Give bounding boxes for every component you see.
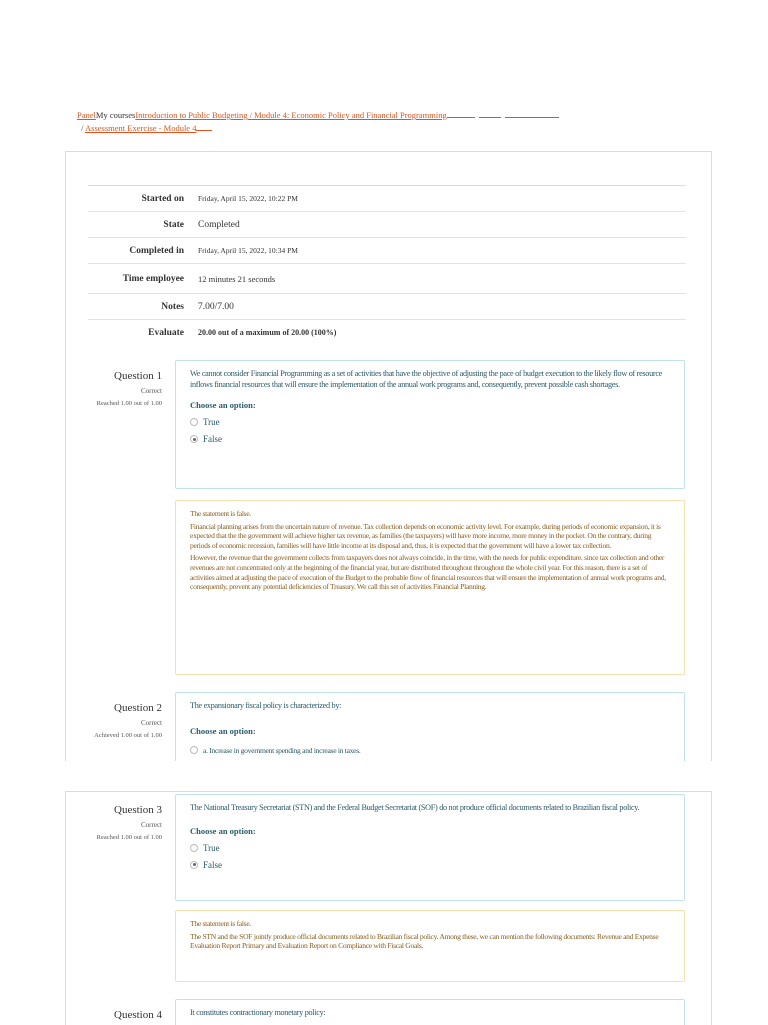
question-3-info (66, 804, 162, 841)
quiz-review-panel-continued (65, 791, 712, 1025)
breadcrumb-underline (505, 109, 559, 118)
started-value: Friday, April 15, 2022, 10:22 PM (198, 194, 298, 203)
radio-selected-icon[interactable] (190, 435, 198, 443)
quiz-review-panel (65, 151, 712, 762)
question-number: Question 3 (114, 804, 162, 816)
question-text: The National Treasury Secretariat (STN) and the Federal Budget Secretariat (SOF) do not produce official documents related to Brazilian fiscal policy. (190, 803, 640, 812)
radio-icon[interactable] (190, 418, 198, 426)
question-4-box (175, 999, 685, 1025)
notes-value: 7.00/7.00 (198, 301, 234, 312)
time-label: Time employee (122, 273, 184, 284)
question-number: Question 4 (114, 1009, 162, 1021)
option-label: False (203, 859, 222, 870)
question-status: Correct (141, 387, 162, 395)
option-false[interactable] (190, 434, 670, 444)
feedback-paragraph: The STN and the SOF jointly produce official documents related to Brazilian fiscal policy. Among these, we can mention the following documents: Revenue and Expense Evaluation Report Primary and Evaluation Report on Compliance with Fiscal Goals. (190, 931, 659, 951)
started-label: Started on (141, 193, 184, 204)
choose-option-label: Choose an option: (190, 725, 256, 736)
state-value: Completed (198, 219, 240, 230)
question-3-box (175, 794, 685, 901)
option-false[interactable] (190, 860, 670, 870)
radio-icon[interactable] (190, 746, 198, 754)
page-break (0, 761, 768, 791)
question-status: Correct (141, 821, 162, 829)
question-3-feedback (175, 910, 685, 982)
radio-selected-icon[interactable] (190, 861, 198, 869)
question-text: The expansionary fiscal policy is characterized by: (190, 701, 342, 710)
state-label: State (163, 219, 184, 230)
feedback-title: The statement is false. (190, 919, 251, 928)
choose-option-label: Choose an option: (190, 825, 256, 836)
evaluate-label: Evaluate (148, 327, 184, 338)
question-1-feedback (175, 500, 685, 675)
option-label: True (203, 417, 220, 428)
question-number: Question 1 (114, 370, 162, 382)
evaluate-value: 20.00 out of a maximum of 20.00 (100%) (198, 328, 337, 337)
radio-icon[interactable] (190, 844, 198, 852)
breadcrumb-my-courses[interactable]: My courses (95, 110, 136, 120)
option-label: False (203, 434, 222, 445)
completed-value: Friday, April 15, 2022, 10:34 PM (198, 246, 298, 255)
question-text: We cannot consider Financial Programming as a set of activities that have the objective of adjusting the pace of budget execution to the likely flow of resource inflows financial resources that will ensure the implementation of the annual work programs and, consequently, prevent possible cash shortages. (190, 369, 662, 389)
option-a[interactable] (190, 746, 670, 755)
option-label: True (203, 842, 220, 853)
question-number: Question 2 (114, 702, 162, 714)
breadcrumb-course-link[interactable]: Introduction to Public Budgeting / Module 4: Economic Policy and Financial Programming (135, 110, 447, 120)
feedback-title: The statement is false. (190, 509, 251, 518)
question-status: Correct (141, 719, 162, 727)
option-true[interactable] (190, 417, 670, 427)
question-1-info (66, 370, 162, 407)
feedback-paragraph: Financial planning arises from the uncertain nature of revenue. Tax collection depends on economic activity level. For example, during periods of economic expansion, it is expected that the the government will achieve higher tax revenue, as families (the taxpayers) will have more income, more money in the pocket. On the contrary, during periods of economic recession, families will have little income at its disposal and, thus, it is expected that the government will have a lower tax collection. (190, 521, 661, 550)
breadcrumb-underline (479, 109, 501, 118)
breadcrumb-panel-link[interactable]: Panel (77, 110, 96, 120)
option-true[interactable] (190, 843, 670, 853)
breadcrumb (77, 109, 559, 135)
question-mark: Reached 1.00 out of 1.00 (96, 834, 162, 841)
question-mark: Reached 1.00 out of 1.00 (96, 400, 162, 407)
question-1-box (175, 360, 685, 489)
breadcrumb-quiz-link[interactable]: Assessment Exercise - Module 4 (85, 123, 197, 133)
breadcrumb-separator: / (81, 123, 84, 133)
completed-label: Completed in (129, 245, 184, 256)
breadcrumb-underline (447, 109, 475, 118)
question-2-box (175, 692, 685, 762)
breadcrumb-underline (196, 122, 212, 131)
question-2-info (66, 702, 162, 739)
time-value: 12 minutes 21 seconds (198, 273, 276, 284)
notes-label: Notes (161, 301, 184, 312)
question-text: It constitutes contractionary monetary policy: (190, 1008, 326, 1017)
option-label: a. Increase in government spending and increase in taxes. (203, 745, 361, 755)
feedback-paragraph: However, the revenue that the government collects from taxpayers does not always coincide, in the time, with the needs for public expenditure. since tax collection and other revenues are not concentrated only at the beginning of the financial year, but are distributed throughout throughout the whole civil year. For this reason, there is a set of activities aimed at adjusting the pace of execution of the Budget to the probable flow of financial resources that will ensure the implementation of annual work programs and, consequently, prevent any potential deficiencies of Treasury. We call this set of activities Financial Planning. (190, 553, 666, 592)
choose-option-label: Choose an option: (190, 400, 256, 411)
attempt-summary-table (88, 185, 686, 345)
question-mark: Achieved 1.00 out of 1.00 (94, 732, 162, 739)
question-4-info (66, 1009, 162, 1021)
